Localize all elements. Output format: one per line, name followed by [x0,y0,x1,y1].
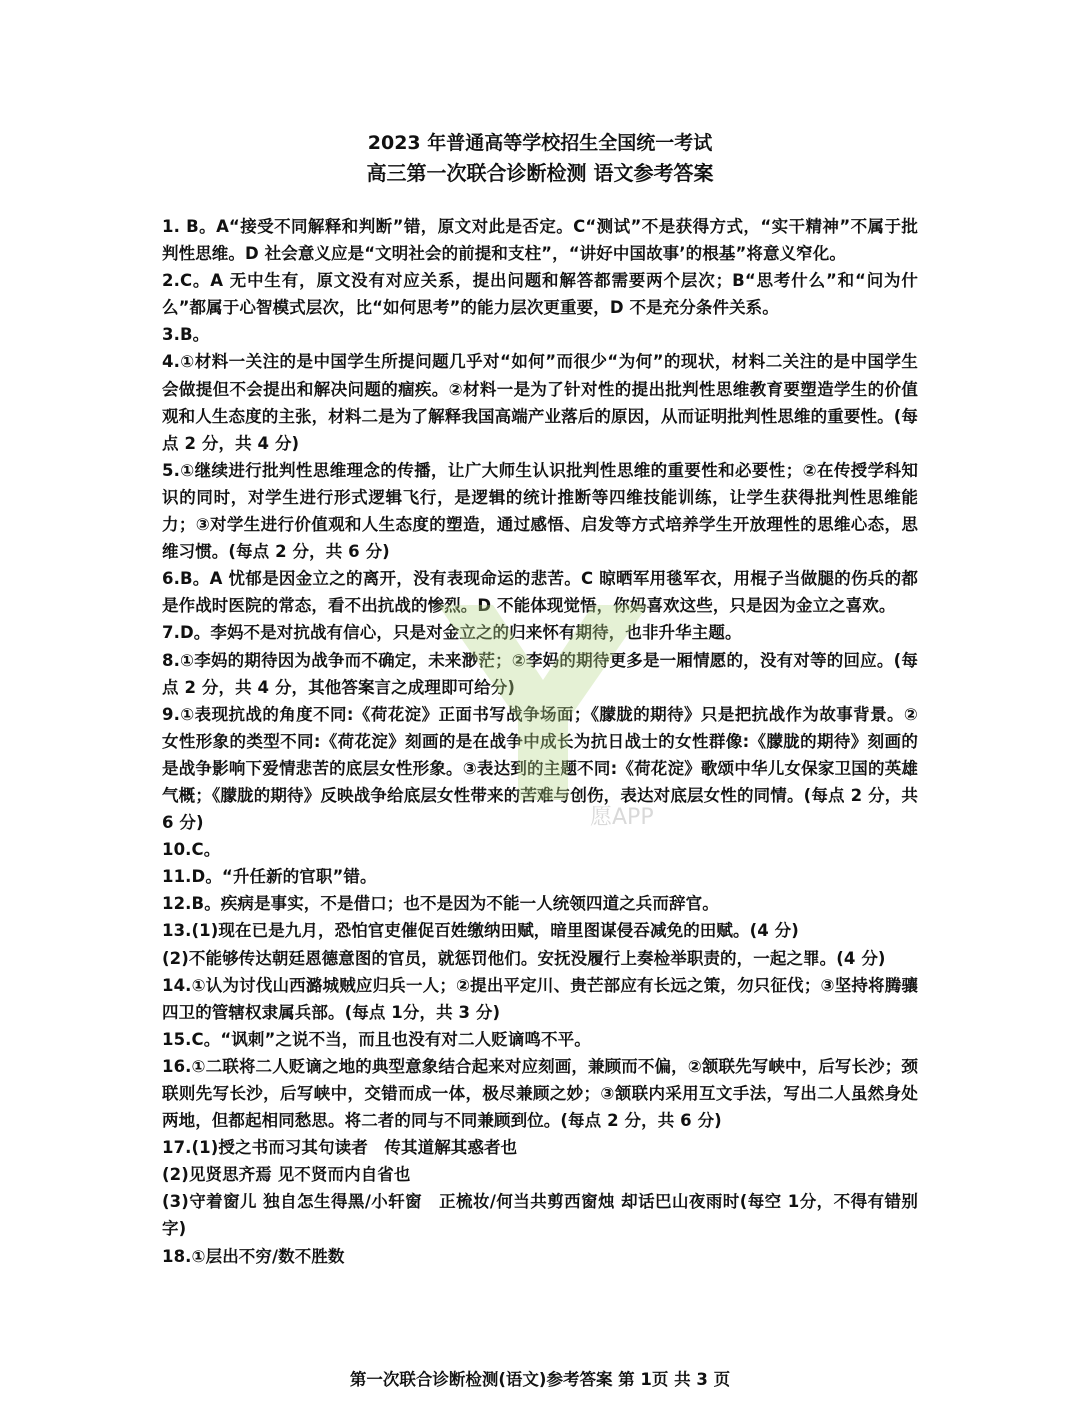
answer-item: 14.①认为讨伐山西潞城贼应归兵一人；②提出平定川、贵芒部应有长远之策，勿只征伐；③坚持将腾骧四卫的管辖权隶属兵部。(每点 1分，共 3 分) [162,975,918,1022]
answer-key-title: 高三第一次联合诊断检测 语文参考答案 [366,161,714,185]
answer-item: 12.B。疾病是事实，不是借口；也不是因为不能一人统领四道之兵而辞官。 [162,894,719,914]
answer-item: 15.C。“讽刺”之说不当，而且也没有对二人贬谪鸣不平。 [162,1029,591,1049]
answer-item: 5.①继续进行批判性思维理念的传播，让广大师生认识批判性思维的重要性和必要性；②在传授学科知识的同时，对学生进行形式逻辑飞行，是逻辑的统计推断等四维技能训练，让学生获得批判性思维能力；③对学生进行价值观和人生态度的塑造，通过感悟、启发等方式培养学生开放理性的思维心态，思维习惯。(每点 2 分，共 6 分) [162,460,918,562]
answer-item: 17.(1)授之书而习其句读者 传其道解其惑者也 [162,1138,518,1158]
answer-item: 3.B。 [162,325,210,345]
watermark-text: 愿APP [590,805,654,830]
answer-item: 1. B。A“接受不同解释和判断”错，原文对此是否定。C“测试”不是获得方式，“实干精神”不属于批判性思维。D 社会意义应是“文明社会的前提和支柱”，“讲好中国故事’的根基”将意义窄化。 [162,217,918,264]
answer-item: 18.①层出不穷/数不胜数 [162,1246,345,1266]
exam-title: 2023 年普通高等学校招生全国统一考试 [367,132,713,154]
answer-item: 8.①李妈的期待因为战争而不确定，未来渺茫；②李妈的期待更多是一厢情愿的，没有对等的回应。(每点 2 分，共 4 分，其他答案言之成理即可给分) [162,650,918,697]
answer-item: 13.(1)现在已是九月，恐怕官吏催促百姓缴纳田赋，暗里图谋侵吞减免的田赋。(4 分) [162,921,799,941]
page-footer: 第一次联合诊断检测(语文)参考答案 第 1页 共 3 页 [349,1370,731,1389]
answer-list [162,213,918,1270]
answer-item: 9.①表现抗战的角度不同:《荷花淀》正面书写战争场面；《朦胧的期待》只是把抗战作为故事背景。②女性形象的类型不同:《荷花淀》刻画的是在战争中成长为抗日战士的女性群像:《朦胧的期待》刻画的是战争影响下爱情悲苦的底层女性形象。③表达到的主题不同:《荷花淀》歌颂中华儿女保家卫国的英雄气概；《朦胧的期待》反映战争给底层女性带来的苦难与创伤，表达对底层女性的同情。(每点 2 分，共 6 分) [162,704,918,833]
answer-item: 2.C。A 无中生有，原文没有对应关系，提出问题和解答都需要两个层次；B“思考什么”和“问为什么”都属于心智模式层次，比“如何思考”的能力层次更重要，D 不是充分条件关系。 [162,271,918,318]
answer-item: 11.D。“升任新的官职”错。 [162,867,377,887]
answer-item: 7.D。李妈不是对抗战有信心，只是对金立之的归来怀有期待，也非升华主题。 [162,623,742,643]
answer-item: 16.①二联将二人贬谪之地的典型意象结合起来对应刻画，兼顾而不偏，②颔联先写峡中，后写长沙；颈联则先写长沙，后写峡中，交错而成一体，极尽兼顾之妙；③颔联内采用互文手法，写出二人虽然身处两地，但都起相同愁思。将二者的同与不同兼顾到位。(每点 2 分，共 6 分) [162,1056,918,1131]
answer-item: 6.B。A 忧郁是因金立之的离开，没有表现命运的悲苦。C 晾晒军用毯军衣，用棍子当做腿的伤兵的都是作战时医院的常态，看不出抗战的惨烈。D 不能体现觉悟，你妈喜欢这些，只是因为金立之喜欢。 [162,569,918,616]
answer-item: (2)不能够传达朝廷恩德意图的官员，就惩罚他们。安抚没履行上奏检举职责的，一起之罪。(4 分) [162,948,886,968]
answer-item: (3)守着窗儿 独自怎生得黑/小轩窗 正梳妆/何当共剪西窗烛 却话巴山夜雨时(每空 1分，不得有错别字) [162,1192,918,1239]
answer-item: 4.①材料一关注的是中国学生所提问题几乎对“如何”而很少“为何”的现状，材料二关注的是中国学生会做提但不会提出和解决问题的痼疾。②材料一是为了针对性的提出批判性思维教育要塑造学生的价值观和人生态度的主张，材料二是为了解释我国高端产业落后的原因，从而证明批判性思维的重要性。(每点 2 分，共 4 分) [162,352,918,453]
document-header [0,128,1080,188]
answer-item: (2)见贤思齐焉 见不贤而内自省也 [162,1165,411,1185]
answer-item: 10.C。 [162,840,221,860]
